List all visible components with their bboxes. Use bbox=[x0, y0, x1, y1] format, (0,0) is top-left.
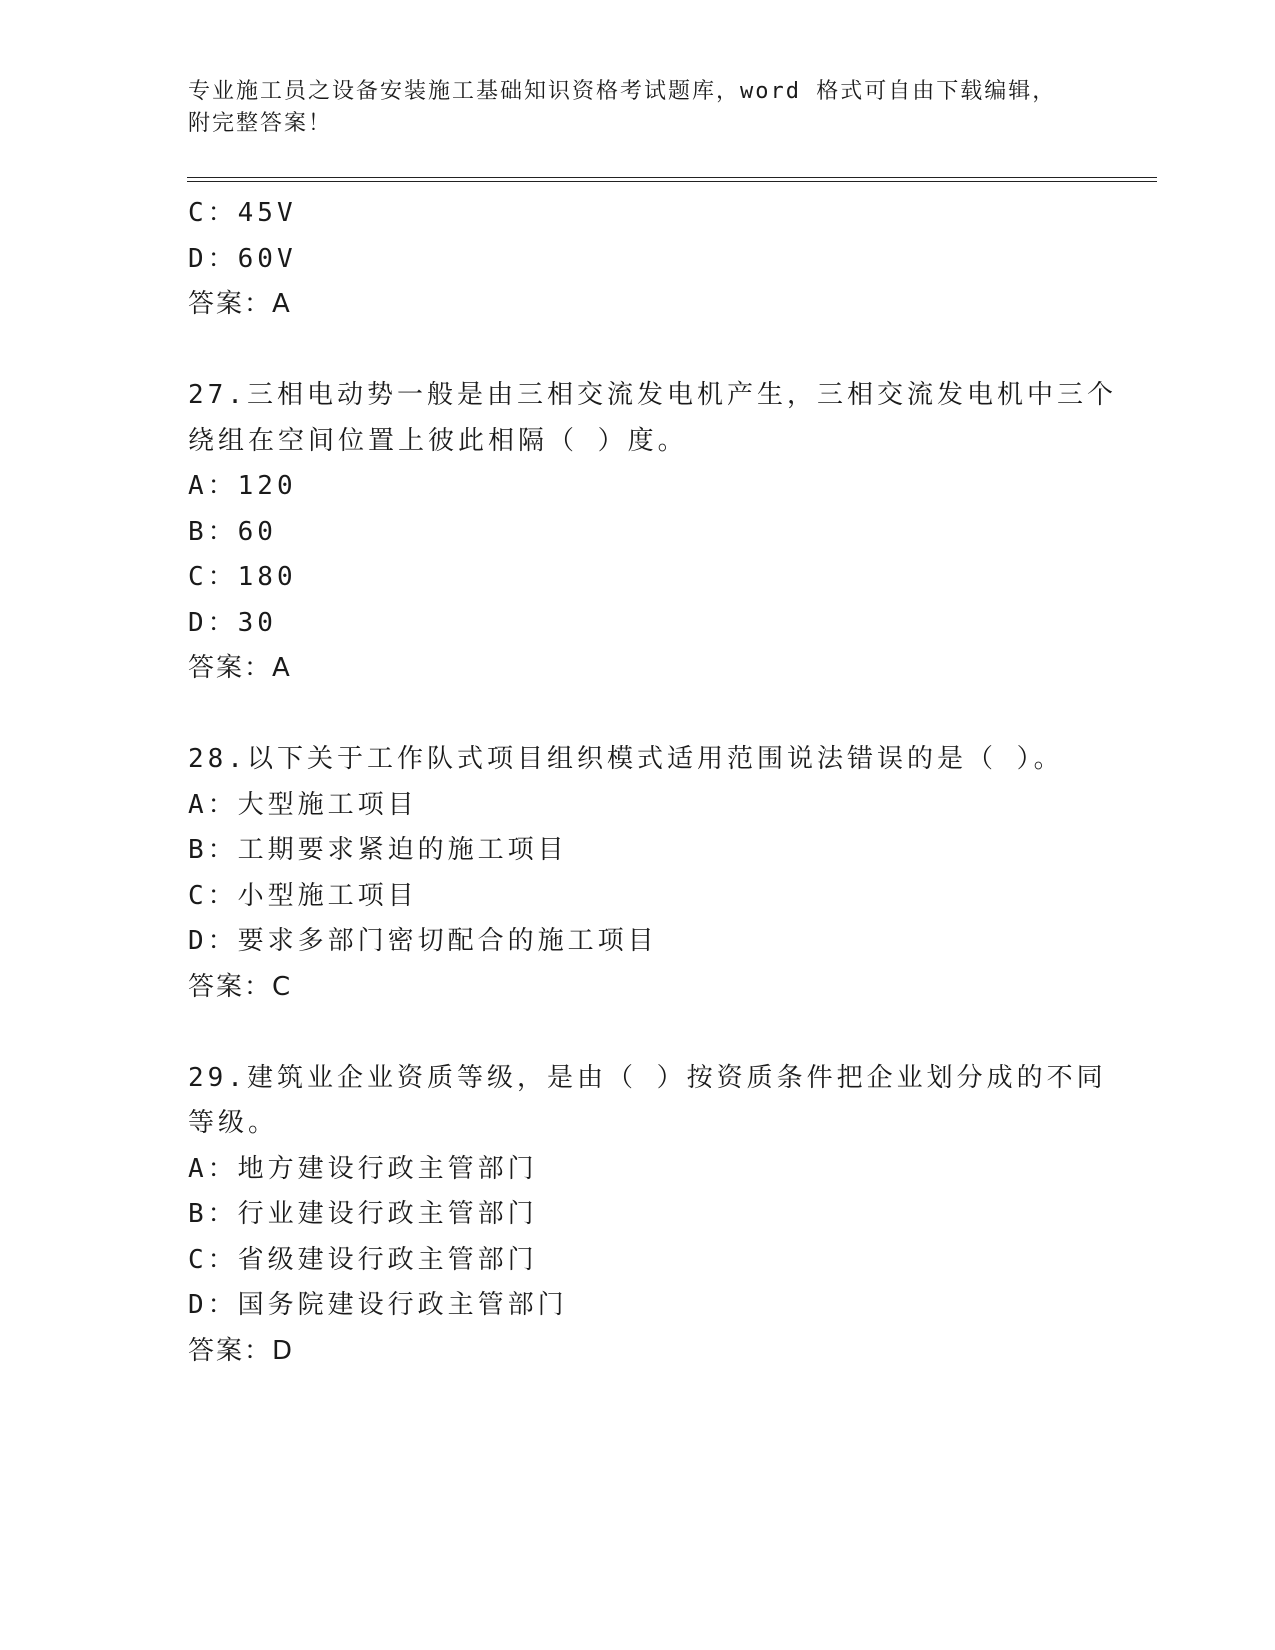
document-header bbox=[188, 76, 1088, 140]
question-content bbox=[188, 191, 1117, 1374]
option-d: D：要求多部门密切配合的施工项目 bbox=[188, 926, 658, 956]
option-b: B：行业建设行政主管部门 bbox=[188, 1199, 538, 1229]
option-c: C：省级建设行政主管部门 bbox=[188, 1244, 538, 1275]
option-c: C：45V bbox=[188, 198, 297, 228]
question-27 bbox=[188, 373, 1117, 692]
question-spacer bbox=[188, 328, 1088, 374]
prev-question-continuation bbox=[188, 191, 1088, 328]
question-stem-line: 28.以下关于工作队式项目组织模式适用范围说法错误的是（ ）。 bbox=[188, 744, 1064, 774]
question-stem-line: 27.三相电动势一般是由三相交流发电机产生，三相交流发电机中三个 bbox=[188, 380, 1117, 410]
option-c: C：小型施工项目 bbox=[188, 880, 418, 911]
option-a: A：120 bbox=[188, 471, 297, 501]
header-divider-top bbox=[187, 177, 1157, 178]
question-stem-line: 29.建筑业企业资质等级，是由（ ）按资质条件把企业划分成的不同 bbox=[188, 1062, 1107, 1093]
question-29 bbox=[188, 1056, 1107, 1375]
header-line-2: 附完整答案！ bbox=[188, 111, 333, 136]
option-d: D：60V bbox=[188, 243, 297, 274]
question-stem-line: 绕组在空间位置上彼此相隔（ ）度。 bbox=[188, 425, 688, 456]
answer-line: 答案：C bbox=[188, 971, 293, 1002]
option-a: A：大型施工项目 bbox=[188, 789, 418, 820]
answer-line: 答案：D bbox=[188, 1335, 295, 1366]
answer-line: 答案：A bbox=[188, 289, 292, 319]
option-d: D：30 bbox=[188, 607, 277, 638]
header-divider-bottom bbox=[187, 181, 1157, 182]
answer-line: 答案：A bbox=[188, 653, 292, 683]
question-spacer bbox=[188, 692, 1088, 738]
option-c: C：180 bbox=[188, 562, 297, 592]
question-28 bbox=[188, 737, 1088, 1010]
option-d: D：国务院建设行政主管部门 bbox=[188, 1290, 568, 1320]
question-spacer bbox=[188, 1010, 1088, 1056]
option-b: B：60 bbox=[188, 516, 277, 547]
option-b: B：工期要求紧迫的施工项目 bbox=[188, 835, 568, 865]
option-a: A：地方建设行政主管部门 bbox=[188, 1153, 538, 1184]
header-line-1: 专业施工员之设备安装施工基础知识资格考试题库，word 格式可自由下载编辑， bbox=[188, 79, 1057, 104]
question-stem-line: 等级。 bbox=[188, 1108, 279, 1138]
